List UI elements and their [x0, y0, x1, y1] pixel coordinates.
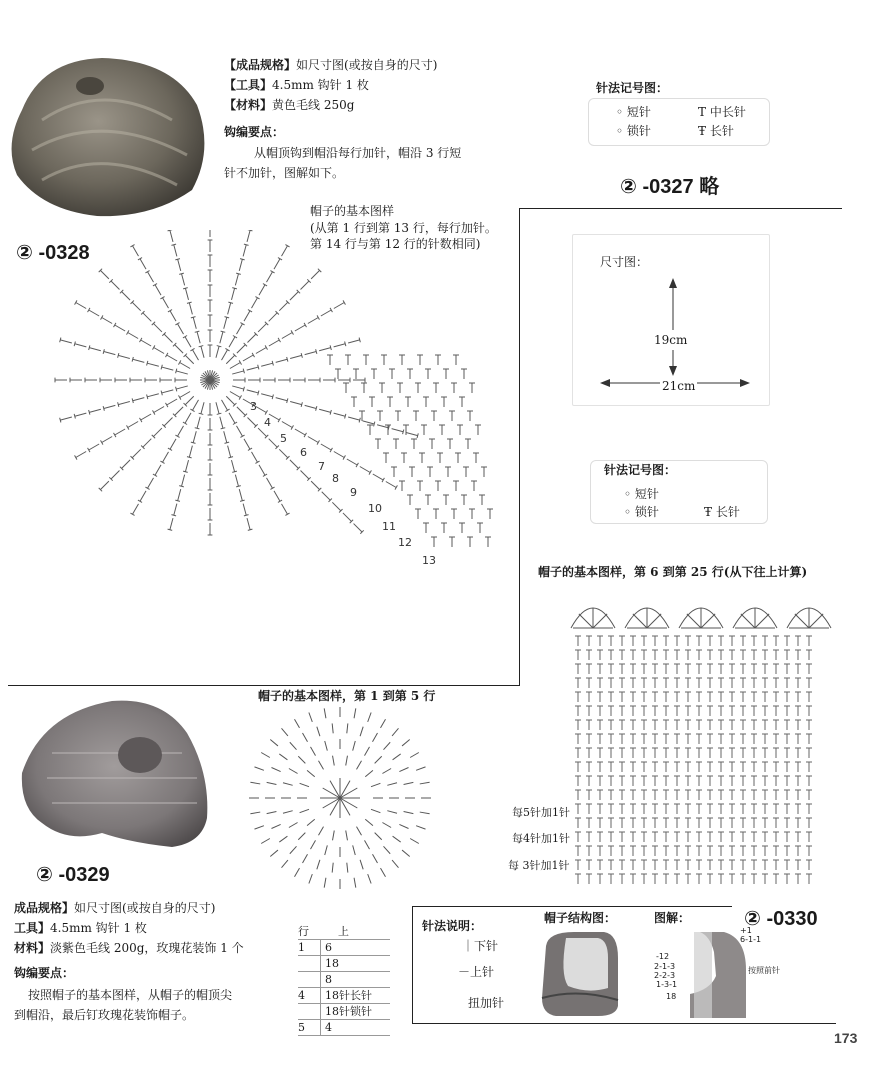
section-divider-v — [519, 208, 520, 686]
material-line-0329: 材料】淡紫色毛线 200g，玫瑰花装饰 1 个 — [14, 941, 244, 955]
svg-text:12: 12 — [398, 536, 412, 549]
legend-purl: －上针 — [458, 965, 495, 979]
rect-crochet-chart — [568, 588, 838, 898]
size-title: 尺寸图： — [600, 255, 649, 269]
symbol2-dc: Ŧ 长针 — [704, 505, 740, 519]
legend-increase: 扭加针 — [468, 996, 505, 1010]
chart2-label-3: 每 3针加1针 — [508, 859, 570, 872]
diag-label-8: 按照前针 — [748, 966, 780, 975]
chart2-label-1: 每5针加1针 — [512, 806, 570, 819]
diagram-title: 图解： — [654, 911, 691, 925]
chart-note-2: 第 14 行与第 12 行的针数相同) — [310, 237, 481, 251]
hat-structure-image — [538, 928, 624, 1018]
section-divider-top — [519, 208, 842, 209]
table-row: 5 4 — [298, 1019, 390, 1036]
tips-line-1: 从帽顶钩到帽沿每行加针，帽沿 3 行短 — [254, 146, 462, 160]
chart-title-0329: 帽子的基本图样，第 1 到第 5 行 — [258, 689, 436, 703]
structure-title: 帽子结构图： — [544, 911, 617, 925]
symbol-title-2: 针法记号图： — [604, 463, 677, 477]
diag-label-2: 6-1-1 — [740, 935, 762, 944]
yellow-hat-photo — [2, 50, 214, 220]
table-row: 1 6 — [298, 939, 390, 955]
row-table-head: 行 上 — [298, 925, 349, 938]
tool-line-0329: 工具】4.5mm 钩针 1 枚 — [14, 921, 147, 935]
diag-label-3: -12 — [656, 952, 670, 961]
spec-line: 【成品规格】如尺寸图(或按自身的尺寸) — [224, 58, 438, 72]
material-line: 【材料】黄色毛线 250g — [224, 98, 355, 112]
symbol2-sc: ◦ 短针 — [624, 487, 659, 501]
svg-text:10: 10 — [368, 502, 382, 515]
diag-label-1: +1 — [740, 926, 752, 935]
box-0330-bottom — [412, 1023, 836, 1024]
box-0330-left — [412, 906, 413, 1024]
diag-label-7: 18 — [666, 992, 677, 1001]
svg-text:8: 8 — [332, 472, 339, 485]
tips-line-2: 针不加针，图解如下。 — [224, 166, 345, 180]
svg-text:9: 9 — [350, 486, 357, 499]
svg-text:13: 13 — [422, 554, 436, 567]
svg-text:6: 6 — [300, 446, 307, 459]
symbol-ch: ◦ 锁针 — [616, 124, 651, 138]
svg-text:5: 5 — [280, 432, 287, 445]
spec-line-0329: 成品规格】如尺寸图(或按自身的尺寸) — [14, 901, 216, 915]
pattern-code-0328: ② -0328 — [16, 242, 90, 264]
small-circular-chart — [240, 706, 440, 896]
chart2-label-2: 每4针加1针 — [512, 832, 570, 845]
purple-hat-photo — [12, 693, 217, 853]
circular-crochet-chart — [0, 230, 520, 680]
svg-text:4: 4 — [264, 416, 271, 429]
page-number: 173 — [834, 1030, 858, 1046]
chart2-title: 帽子的基本图样，第 6 到第 25 行(从下往上计算) — [538, 565, 808, 579]
symbol2-ch: ◦ 锁针 — [624, 505, 659, 519]
pattern-code-0327: ② -0327 略 — [620, 176, 720, 198]
pattern-code-0329: ② -0329 — [36, 864, 110, 886]
box-0330-top — [412, 906, 732, 907]
tool-line: 【工具】4.5mm 钩针 1 枚 — [224, 78, 369, 92]
row-table — [298, 924, 390, 1036]
table-row: 4 18针长针 — [298, 987, 390, 1003]
table-row: 8 — [298, 971, 390, 987]
tips-line-1-0329: 按照帽子的基本图样，从帽子的帽顶尖 — [28, 988, 233, 1002]
tips-title: 钩编要点： — [224, 125, 285, 139]
diag-label-6: 1-3-1 — [656, 980, 678, 989]
tips-line-2-0329: 到帽沿，最后钉玫瑰花装饰帽子。 — [14, 1008, 195, 1022]
diag-label-4: 2-1-3 — [654, 962, 676, 971]
symbol-title-0327: 针法记号图： — [596, 81, 669, 95]
size-width: 21cm — [660, 376, 697, 396]
tips-title-0329: 钩编要点： — [14, 966, 75, 980]
svg-text:3: 3 — [250, 400, 257, 413]
size-height: 19cm — [652, 330, 689, 350]
svg-text:11: 11 — [382, 520, 396, 533]
diag-label-5: 2-2-3 — [654, 971, 676, 980]
pattern-code-0330: ② -0330 — [744, 908, 818, 930]
chart-note-1: (从第 1 行到第 13 行，每行加针。 — [310, 221, 497, 235]
symbol-sc: ◦ 短针 — [616, 105, 651, 119]
chart-title-0328: 帽子的基本图样 — [310, 204, 395, 218]
symbol-hdc: T 中长针 — [698, 105, 746, 119]
symbol-dc: Ŧ 长针 — [698, 124, 734, 138]
legend-knit: ｜下针 — [462, 939, 499, 953]
svg-text:7: 7 — [318, 460, 325, 473]
table-row: 18针锁针 — [298, 1003, 390, 1019]
table-row: 18 — [298, 955, 390, 971]
legend-title-0330: 针法说明： — [422, 919, 483, 933]
